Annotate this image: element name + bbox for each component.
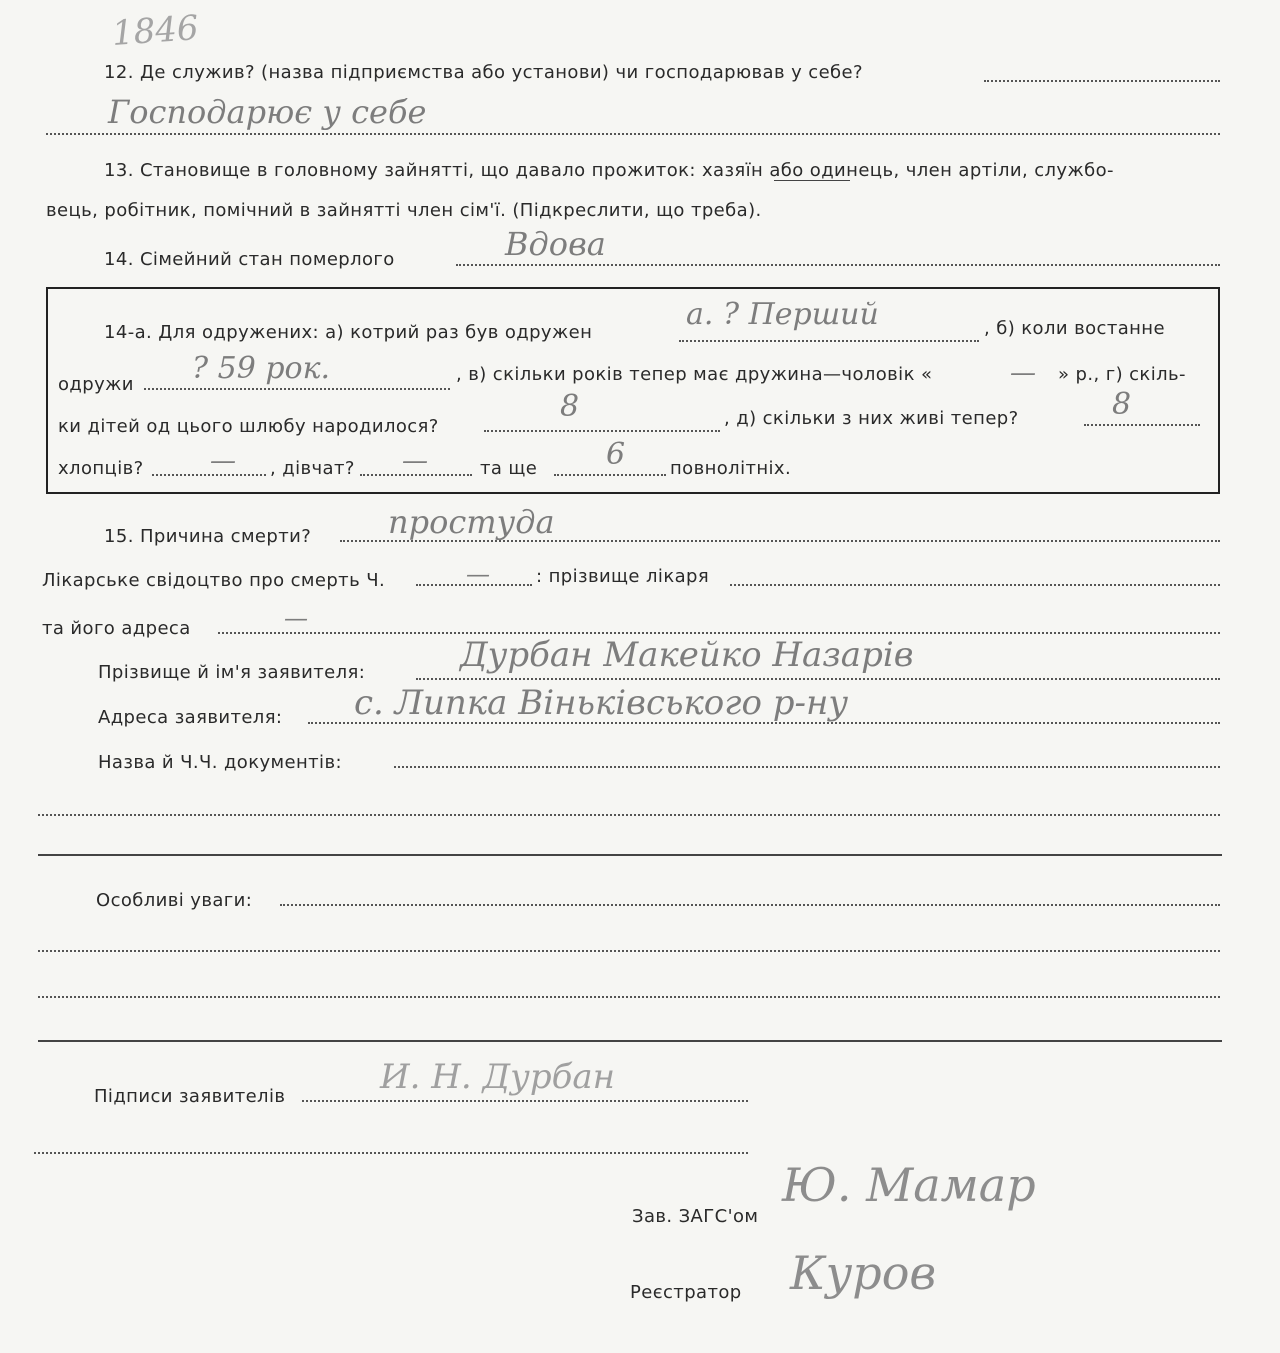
q13-text-line-1: 13. Становище в головному зайнятті, що давало прожиток: хазяїн або одинець, член артіли, службо- (104, 160, 1114, 181)
notes-fill-3 (38, 996, 1220, 998)
q12-handwritten-answer: Господарює у себе (108, 93, 427, 131)
doctor-cert-label: Лікарське свідоцтво про смерть Ч. (42, 570, 386, 591)
applicant-name-fill (416, 678, 1220, 680)
q14a-answer-minor: 6 (606, 437, 626, 472)
doctor-cert-value: — (466, 560, 490, 588)
applicant-docs-fill-2 (38, 814, 1220, 816)
doctor-address-value: — (284, 604, 308, 632)
q14a-line4-text-d: повнолітніх. (670, 458, 792, 479)
q15-label: 15. Причина смерти? (104, 526, 312, 547)
q14a-line4-fill-1 (152, 474, 266, 476)
applicant-name-value: Дурбан Макейко Назарів (460, 635, 914, 675)
applicant-docs-fill-1 (394, 766, 1220, 768)
applicants-signature-value: И. Н. Дурбан (380, 1057, 616, 1097)
doctor-name-label: : прізвище лікаря (536, 566, 710, 587)
q14a-line4-text-a: хлопців? (58, 458, 144, 479)
q15-handwritten-answer: простуда (388, 503, 555, 541)
zags-head-label: Зав. ЗАГС'ом (632, 1206, 759, 1227)
applicant-address-label: Адреса заявителя: (98, 707, 283, 728)
q14a-answer-g: 8 (560, 389, 580, 424)
applicant-address-value: с. Липка Віньківського р-ну (354, 683, 849, 723)
q14a-line1-text-a: 14-а. Для одружених: а) котрий раз був одружен (104, 322, 593, 343)
q14a-line1-text-b: , б) коли востанне (984, 318, 1165, 339)
zags-head-signature: Ю. Мамар (782, 1158, 1036, 1212)
q14a-line2-text-c: » р., г) скіль- (1058, 364, 1186, 385)
doctor-address-fill (218, 632, 1220, 634)
q14a-line4-fill-3 (554, 474, 666, 476)
q14a-answer-d: 8 (1112, 387, 1132, 422)
q14-label: 14. Сімейний стан померлого (104, 249, 395, 270)
doctor-address-label: та його адреса (42, 618, 191, 639)
q12-fill-line-1 (984, 80, 1220, 82)
q14a-answer-c: — (1010, 358, 1036, 388)
q12-label: 12. Де служив? (назва підприємства або установи) чи господарював у себе? (104, 62, 863, 83)
q14a-answer-a: а. ? Перший (686, 297, 879, 332)
q14a-line4-text-c: та ще (480, 458, 538, 479)
applicants-signature-label: Підписи заявителів (94, 1086, 286, 1107)
q13-text-line-2: вець, робітник, помічний в зайнятті член сім'ї. (Підкреслити, що треба). (46, 200, 762, 221)
q14a-answer-b: ? 59 рок. (192, 351, 331, 386)
applicant-name-label: Прізвище й ім'я заявителя: (98, 662, 366, 683)
q14a-line3-fill-1 (484, 430, 720, 432)
q14a-line3-text-b: , д) скільки з них живі тепер? (724, 408, 1019, 429)
q12-fill-line-2 (46, 133, 1220, 135)
q14a-answer-boys: — (210, 446, 236, 476)
registrar-label: Реєстратор (630, 1282, 742, 1303)
q14a-answer-girls: — (402, 446, 428, 476)
q14a-line2-text-a: одружи (58, 374, 134, 395)
notes-fill-2 (38, 950, 1220, 952)
q14a-line2-fill-1 (144, 388, 450, 390)
section-divider-2 (38, 1040, 1222, 1042)
notes-fill-1 (280, 904, 1220, 906)
notes-label: Особливі уваги: (96, 890, 253, 911)
q14a-line1-fill (679, 340, 979, 342)
q14a-line3-fill-2 (1084, 424, 1200, 426)
corner-archive-number: 1846 (110, 8, 200, 54)
q13-underline-hazyain (774, 180, 850, 181)
q14a-line4-text-b: , дівчат? (270, 458, 355, 479)
q14-handwritten-answer: Вдова (505, 225, 606, 263)
doctor-name-fill (730, 584, 1220, 586)
q14a-line2-text-b: , в) скільки років тепер має дружина—чоловік « (456, 364, 933, 385)
applicant-docs-label: Назва й Ч.Ч. документів: (98, 752, 342, 773)
applicants-signature-fill-2 (34, 1152, 748, 1154)
applicants-signature-fill-1 (302, 1100, 748, 1102)
section-divider-1 (38, 854, 1222, 856)
q14-fill-line (456, 264, 1220, 266)
q14a-line3-text-a: ки дітей од цього шлюбу народилося? (58, 416, 439, 437)
registrar-signature: Куров (790, 1246, 937, 1300)
